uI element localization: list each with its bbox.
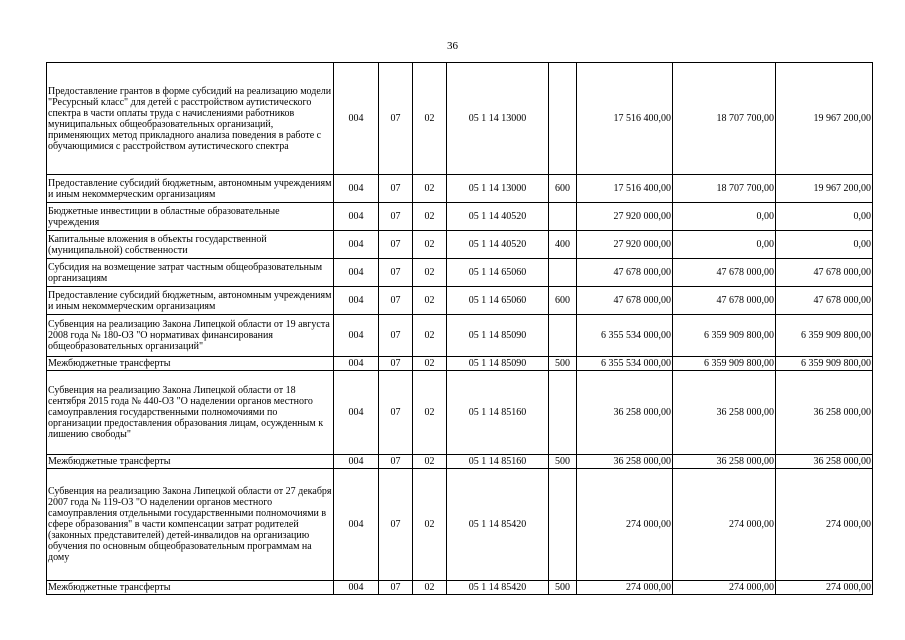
subsection-code-cell: 02	[413, 357, 447, 371]
target-article-cell: 05 1 14 13000	[447, 63, 549, 175]
row-name-cell: Межбюджетные трансферты	[47, 455, 334, 469]
table-row	[47, 371, 873, 455]
amount-year3-cell: 274 000,00	[776, 469, 873, 581]
subsection-code-cell: 02	[413, 371, 447, 455]
amount-year1-cell: 47 678 000,00	[577, 259, 673, 287]
target-article-cell: 05 1 14 85090	[447, 315, 549, 357]
row-name-cell: Предоставление грантов в форме субсидий на реализацию модели "Ресурсный класс" для детей с расстройством аутистического спектра в части оплаты труда с начислениями работников муниципальных общеобразовательных организаций, применяющих метод прикладного анализа поведения в работе с обучающимися с расстройством аутистического спектра	[47, 63, 334, 175]
target-article-cell: 05 1 14 40520	[447, 203, 549, 231]
subsection-code-cell: 02	[413, 469, 447, 581]
amount-year1-cell: 27 920 000,00	[577, 203, 673, 231]
section-code-cell: 07	[379, 203, 413, 231]
section-code-cell: 07	[379, 231, 413, 259]
amount-year2-cell: 36 258 000,00	[673, 371, 776, 455]
expense-type-cell: 600	[549, 287, 577, 315]
subsection-code-cell: 02	[413, 315, 447, 357]
table-row	[47, 259, 873, 287]
subsection-code-cell: 02	[413, 231, 447, 259]
amount-year1-cell: 27 920 000,00	[577, 231, 673, 259]
row-name-cell: Бюджетные инвестиции в областные образовательные учреждения	[47, 203, 334, 231]
expense-type-cell	[549, 259, 577, 287]
subsection-code-cell: 02	[413, 203, 447, 231]
amount-year1-cell: 274 000,00	[577, 581, 673, 595]
target-article-cell: 05 1 14 85420	[447, 469, 549, 581]
target-article-cell: 05 1 14 40520	[447, 231, 549, 259]
ministry-code-cell: 004	[334, 469, 379, 581]
subsection-code-cell: 02	[413, 455, 447, 469]
amount-year2-cell: 47 678 000,00	[673, 287, 776, 315]
ministry-code-cell: 004	[334, 455, 379, 469]
budget-table	[46, 62, 873, 595]
row-name-cell: Межбюджетные трансферты	[47, 581, 334, 595]
amount-year2-cell: 0,00	[673, 203, 776, 231]
ministry-code-cell: 004	[334, 315, 379, 357]
amount-year1-cell: 17 516 400,00	[577, 175, 673, 203]
section-code-cell: 07	[379, 175, 413, 203]
row-name-cell: Субвенция на реализацию Закона Липецкой области от 18 сентября 2015 года № 440-ОЗ "О наделении органов местного самоуправления государственными полномочиями по организации предоставления образования лицам, осужденным к лишению свободы"	[47, 371, 334, 455]
amount-year1-cell: 17 516 400,00	[577, 63, 673, 175]
row-name-cell: Субвенция на реализацию Закона Липецкой области от 27 декабря 2007 года № 119-ОЗ "О наделении органов местного самоуправления отдельными государственными полномочиями в сфере образования" в части компенсации затрат родителей (законных представителей) детей-инвалидов на организацию обучения по основным общеобразовательным программам на дому	[47, 469, 334, 581]
amount-year1-cell: 6 355 534 000,00	[577, 315, 673, 357]
target-article-cell: 05 1 14 85160	[447, 455, 549, 469]
amount-year2-cell: 274 000,00	[673, 469, 776, 581]
target-article-cell: 05 1 14 65060	[447, 259, 549, 287]
subsection-code-cell: 02	[413, 175, 447, 203]
amount-year2-cell: 18 707 700,00	[673, 63, 776, 175]
table-row	[47, 581, 873, 595]
amount-year3-cell: 47 678 000,00	[776, 259, 873, 287]
expense-type-cell: 400	[549, 231, 577, 259]
amount-year2-cell: 0,00	[673, 231, 776, 259]
table-row	[47, 63, 873, 175]
ministry-code-cell: 004	[334, 175, 379, 203]
section-code-cell: 07	[379, 287, 413, 315]
section-code-cell: 07	[379, 469, 413, 581]
expense-type-cell: 600	[549, 175, 577, 203]
ministry-code-cell: 004	[334, 63, 379, 175]
ministry-code-cell: 004	[334, 259, 379, 287]
subsection-code-cell: 02	[413, 63, 447, 175]
section-code-cell: 07	[379, 581, 413, 595]
amount-year1-cell: 6 355 534 000,00	[577, 357, 673, 371]
table-row	[47, 175, 873, 203]
section-code-cell: 07	[379, 315, 413, 357]
amount-year2-cell: 6 359 909 800,00	[673, 357, 776, 371]
ministry-code-cell: 004	[334, 203, 379, 231]
amount-year3-cell: 0,00	[776, 203, 873, 231]
amount-year3-cell: 19 967 200,00	[776, 63, 873, 175]
amount-year1-cell: 47 678 000,00	[577, 287, 673, 315]
ministry-code-cell: 004	[334, 581, 379, 595]
expense-type-cell: 500	[549, 455, 577, 469]
page-number: 36	[447, 40, 458, 52]
ministry-code-cell: 004	[334, 231, 379, 259]
row-name-cell: Субвенция на реализацию Закона Липецкой области от 19 августа 2008 года № 180-ОЗ "О нормативах финансирования общеобразовательных организаций"	[47, 315, 334, 357]
amount-year1-cell: 36 258 000,00	[577, 455, 673, 469]
table-row	[47, 455, 873, 469]
table-row	[47, 315, 873, 357]
expense-type-cell	[549, 469, 577, 581]
expense-type-cell	[549, 63, 577, 175]
amount-year3-cell: 36 258 000,00	[776, 455, 873, 469]
ministry-code-cell: 004	[334, 287, 379, 315]
section-code-cell: 07	[379, 455, 413, 469]
subsection-code-cell: 02	[413, 259, 447, 287]
table-row	[47, 287, 873, 315]
expense-type-cell	[549, 371, 577, 455]
amount-year3-cell: 47 678 000,00	[776, 287, 873, 315]
amount-year1-cell: 36 258 000,00	[577, 371, 673, 455]
target-article-cell: 05 1 14 85160	[447, 371, 549, 455]
amount-year2-cell: 18 707 700,00	[673, 175, 776, 203]
expense-type-cell	[549, 315, 577, 357]
row-name-cell: Межбюджетные трансферты	[47, 357, 334, 371]
amount-year3-cell: 274 000,00	[776, 581, 873, 595]
amount-year3-cell: 19 967 200,00	[776, 175, 873, 203]
expense-type-cell	[549, 203, 577, 231]
amount-year3-cell: 6 359 909 800,00	[776, 315, 873, 357]
amount-year2-cell: 274 000,00	[673, 581, 776, 595]
table-row	[47, 357, 873, 371]
section-code-cell: 07	[379, 259, 413, 287]
expense-type-cell: 500	[549, 581, 577, 595]
table-row	[47, 203, 873, 231]
table-row	[47, 469, 873, 581]
amount-year3-cell: 0,00	[776, 231, 873, 259]
section-code-cell: 07	[379, 371, 413, 455]
table-row	[47, 231, 873, 259]
amount-year2-cell: 36 258 000,00	[673, 455, 776, 469]
target-article-cell: 05 1 14 85420	[447, 581, 549, 595]
row-name-cell: Предоставление субсидий бюджетным, автономным учреждениям и иным некоммерческим организациям	[47, 175, 334, 203]
amount-year2-cell: 47 678 000,00	[673, 259, 776, 287]
row-name-cell: Предоставление субсидий бюджетным, автономным учреждениям и иным некоммерческим организациям	[47, 287, 334, 315]
target-article-cell: 05 1 14 65060	[447, 287, 549, 315]
row-name-cell: Капитальные вложения в объекты государственной (муниципальной) собственности	[47, 231, 334, 259]
amount-year3-cell: 36 258 000,00	[776, 371, 873, 455]
target-article-cell: 05 1 14 85090	[447, 357, 549, 371]
subsection-code-cell: 02	[413, 287, 447, 315]
amount-year1-cell: 274 000,00	[577, 469, 673, 581]
target-article-cell: 05 1 14 13000	[447, 175, 549, 203]
expense-type-cell: 500	[549, 357, 577, 371]
row-name-cell: Субсидия на возмещение затрат частным общеобразовательным организациям	[47, 259, 334, 287]
ministry-code-cell: 004	[334, 371, 379, 455]
subsection-code-cell: 02	[413, 581, 447, 595]
amount-year2-cell: 6 359 909 800,00	[673, 315, 776, 357]
section-code-cell: 07	[379, 63, 413, 175]
amount-year3-cell: 6 359 909 800,00	[776, 357, 873, 371]
section-code-cell: 07	[379, 357, 413, 371]
ministry-code-cell: 004	[334, 357, 379, 371]
